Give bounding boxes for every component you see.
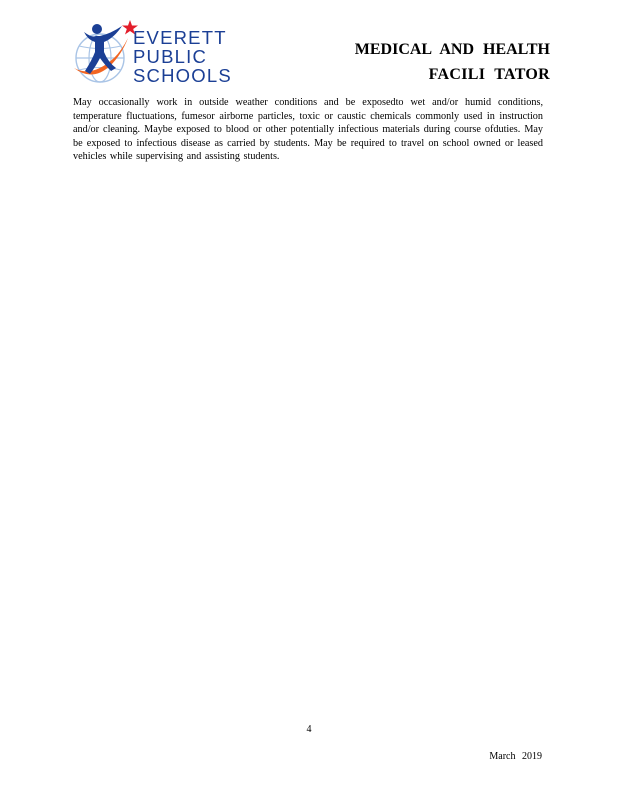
working-conditions-paragraph: May occasionally work in outside weather conditions and be exposedto wet and/or humid conditions, temperature fluctuations, fumesor airborne particles, toxic or caustic chemicals commonly used in instruction and/or cleaning. Maybe exposed to blood or other potentially infectious materials during course ofduties. May be exposed to infectious disease as carried by students. May be required to travel on school owned or leased vehicles while supervising and assisting students. (73, 97, 543, 162)
everett-public-schools-logo (70, 18, 240, 90)
page-number: 4 (306, 724, 312, 735)
logo-wordmark (133, 28, 232, 85)
logo-line-everett: EVERETT (133, 27, 227, 48)
person-globe-star-icon (70, 18, 140, 90)
document-title (355, 37, 550, 87)
title-line-2: FACILI TATOR (428, 66, 550, 83)
footer-date: March 2019 (489, 751, 542, 762)
title-line-1: MEDICAL AND HEALTH (354, 41, 550, 58)
logo-line-public: PUBLIC (133, 46, 208, 67)
logo-line-schools: SCHOOLS (133, 65, 232, 86)
